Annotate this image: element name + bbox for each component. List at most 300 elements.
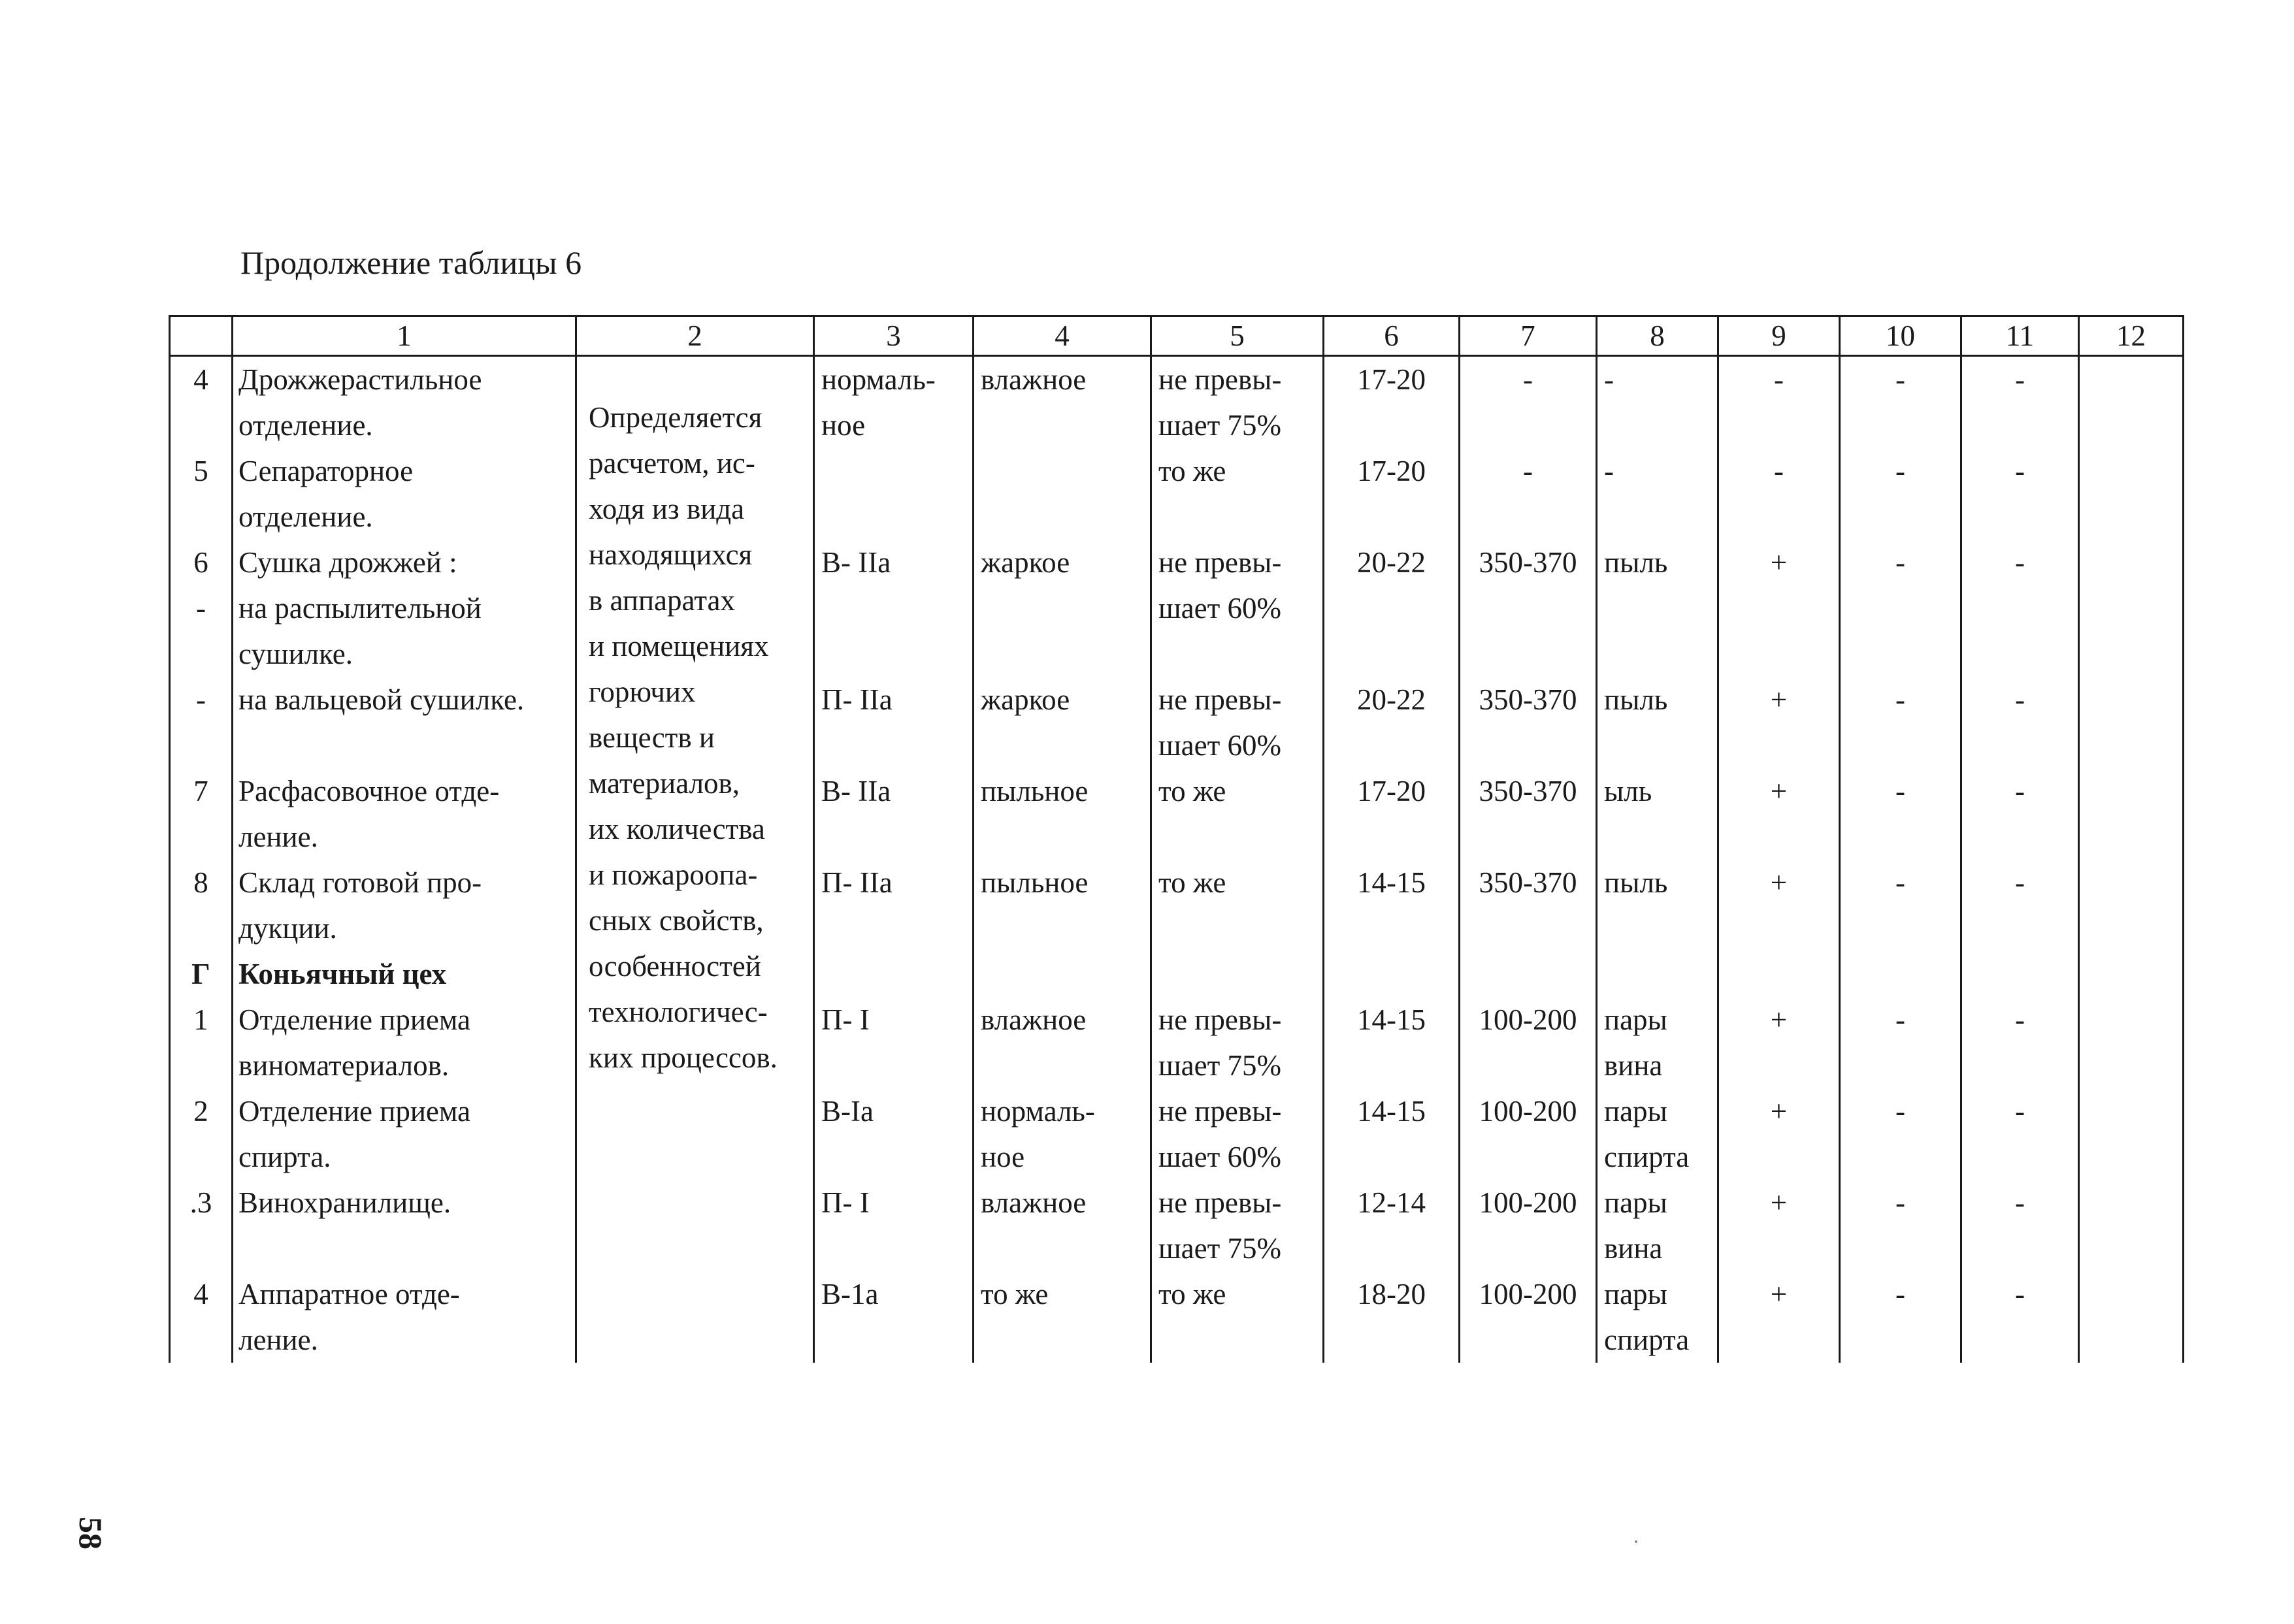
table-cell-c4 bbox=[974, 951, 1151, 997]
row-number-cell: 8 bbox=[170, 860, 233, 905]
premises-name-cell: ление. bbox=[233, 814, 576, 860]
table-cell-c3 bbox=[814, 905, 974, 951]
table-cell-c7: 350-370 bbox=[1460, 677, 1597, 723]
premises-name-cell: на распылительной bbox=[233, 585, 576, 631]
table-cell-c8 bbox=[1597, 402, 1718, 448]
table-row bbox=[170, 494, 2184, 540]
table-cell-c9: + bbox=[1718, 540, 1840, 585]
table-cell-c9 bbox=[1718, 814, 1840, 860]
table-cell-c7 bbox=[1460, 402, 1597, 448]
table-cell-c8: вина bbox=[1597, 1226, 1718, 1271]
table-caption: Продолжение таблицы 6 bbox=[240, 244, 582, 281]
table-cell-c9 bbox=[1718, 494, 1840, 540]
table-cell-c10 bbox=[1840, 814, 1961, 860]
table-cell-c7: 100-200 bbox=[1460, 997, 1597, 1043]
table-row bbox=[170, 356, 2184, 403]
table-cell-c6 bbox=[1324, 951, 1460, 997]
determination-method-line: расчетом, ис- bbox=[589, 447, 755, 479]
table-cell-c3 bbox=[814, 631, 974, 677]
table-cell-c5 bbox=[1151, 494, 1324, 540]
table-cell-c9: + bbox=[1718, 1271, 1840, 1317]
table-row bbox=[170, 540, 2184, 585]
table-cell-c12 bbox=[2079, 356, 2184, 403]
table-cell-c8: пары bbox=[1597, 997, 1718, 1043]
premises-name-cell: Сепараторное bbox=[233, 448, 576, 494]
table-cell-c10 bbox=[1840, 494, 1961, 540]
table-cell-c6: 17-20 bbox=[1324, 768, 1460, 814]
table-cell-c6 bbox=[1324, 494, 1460, 540]
table-cell-c10: - bbox=[1840, 860, 1961, 905]
table-cell-c4 bbox=[974, 723, 1151, 768]
table-cell-c8 bbox=[1597, 494, 1718, 540]
table-cell-c6: 20-22 bbox=[1324, 677, 1460, 723]
table-cell-c3 bbox=[814, 1317, 974, 1363]
table-cell-c6 bbox=[1324, 1226, 1460, 1271]
table-cell-c12 bbox=[2079, 402, 2184, 448]
table-cell-c3 bbox=[814, 448, 974, 494]
table-row bbox=[170, 677, 2184, 723]
header-cell: 8 bbox=[1597, 316, 1718, 356]
table-cell-c8 bbox=[1597, 631, 1718, 677]
table-cell-c3 bbox=[814, 1226, 974, 1271]
table-cell-c7: - bbox=[1460, 448, 1597, 494]
table-cell-c11 bbox=[1961, 1043, 2079, 1088]
table-cell-c9 bbox=[1718, 585, 1840, 631]
table-cell-c9 bbox=[1718, 1317, 1840, 1363]
table-row bbox=[170, 997, 2184, 1043]
premises-name-cell: виноматериалов. bbox=[233, 1043, 576, 1088]
table-cell-c8: спирта bbox=[1597, 1317, 1718, 1363]
row-number-cell bbox=[170, 1043, 233, 1088]
row-number-cell bbox=[170, 723, 233, 768]
table-cell-c8: спирта bbox=[1597, 1134, 1718, 1180]
table-cell-c12 bbox=[2079, 997, 2184, 1043]
table-cell-c4 bbox=[974, 402, 1151, 448]
table-cell-c3 bbox=[814, 585, 974, 631]
table-cell-c3: П- I bbox=[814, 1180, 974, 1226]
table-cell-c11: - bbox=[1961, 860, 2079, 905]
table-cell-c5: шает 60% bbox=[1151, 1134, 1324, 1180]
row-number-cell: 2 bbox=[170, 1088, 233, 1134]
table-cell-c10 bbox=[1840, 585, 1961, 631]
table-cell-c5: не превы- bbox=[1151, 356, 1324, 403]
table-row bbox=[170, 1271, 2184, 1317]
row-number-cell: 5 bbox=[170, 448, 233, 494]
table-cell-c7: 100-200 bbox=[1460, 1271, 1597, 1317]
table-cell-c3 bbox=[814, 1134, 974, 1180]
table-cell-c5: то же bbox=[1151, 768, 1324, 814]
determination-method-line: находящихся bbox=[589, 538, 753, 571]
table-cell-c12 bbox=[2079, 677, 2184, 723]
determination-method-line: технологичес- bbox=[589, 996, 768, 1028]
table-cell-c7 bbox=[1460, 585, 1597, 631]
table-cell-c8 bbox=[1597, 814, 1718, 860]
table-cell-c10: - bbox=[1840, 356, 1961, 403]
determination-method-line: Определяется bbox=[589, 401, 762, 434]
table-cell-c6 bbox=[1324, 631, 1460, 677]
table-cell-c6: 14-15 bbox=[1324, 997, 1460, 1043]
table-cell-c12 bbox=[2079, 448, 2184, 494]
table-cell-c11: - bbox=[1961, 1180, 2079, 1226]
table-cell-c8 bbox=[1597, 905, 1718, 951]
table-cell-c11: - bbox=[1961, 356, 2079, 403]
table-row bbox=[170, 905, 2184, 951]
table-cell-c9 bbox=[1718, 1134, 1840, 1180]
row-number-cell: 4 bbox=[170, 356, 233, 403]
table-cell-c7 bbox=[1460, 951, 1597, 997]
table-cell-c5: не превы- bbox=[1151, 1180, 1324, 1226]
table-cell-c4 bbox=[974, 1043, 1151, 1088]
table-cell-c12 bbox=[2079, 1134, 2184, 1180]
header-cell: 12 bbox=[2079, 316, 2184, 356]
table-cell-c3: П- IIa bbox=[814, 677, 974, 723]
table-cell-c4: влажное bbox=[974, 997, 1151, 1043]
premises-name-cell: Отделение приема bbox=[233, 997, 576, 1043]
row-number-cell bbox=[170, 1226, 233, 1271]
table-cell-c9 bbox=[1718, 951, 1840, 997]
table-cell-c8: пары bbox=[1597, 1180, 1718, 1226]
table-cell-c6: 18-20 bbox=[1324, 1271, 1460, 1317]
table-cell-c6 bbox=[1324, 1043, 1460, 1088]
table-cell-c10 bbox=[1840, 723, 1961, 768]
premises-name-cell: Дрожжерастильное bbox=[233, 356, 576, 403]
premises-name-cell: Аппаратное отде- bbox=[233, 1271, 576, 1317]
table-cell-c12 bbox=[2079, 1043, 2184, 1088]
premises-name-cell: Склад готовой про- bbox=[233, 860, 576, 905]
table-cell-c11 bbox=[1961, 494, 2079, 540]
header-cell: 11 bbox=[1961, 316, 2079, 356]
table-cell-c3: ное bbox=[814, 402, 974, 448]
table-cell-c12 bbox=[2079, 1088, 2184, 1134]
header-cell: 6 bbox=[1324, 316, 1460, 356]
table-cell-c11 bbox=[1961, 1134, 2079, 1180]
table-cell-c8: пары bbox=[1597, 1088, 1718, 1134]
header-cell: 9 bbox=[1718, 316, 1840, 356]
table-cell-c11 bbox=[1961, 905, 2079, 951]
table-cell-c6 bbox=[1324, 814, 1460, 860]
table-cell-c9: + bbox=[1718, 860, 1840, 905]
table-cell-c4: влажное bbox=[974, 356, 1151, 403]
premises-name-cell: Винохранилище. bbox=[233, 1180, 576, 1226]
row-number-cell bbox=[170, 905, 233, 951]
table-cell-c11 bbox=[1961, 1226, 2079, 1271]
table-cell-c8: пыль bbox=[1597, 860, 1718, 905]
table-cell-c12 bbox=[2079, 951, 2184, 997]
determination-method-line: особенностей bbox=[589, 950, 761, 983]
table-cell-c12 bbox=[2079, 1226, 2184, 1271]
table-cell-c9: - bbox=[1718, 356, 1840, 403]
table-cell-c12 bbox=[2079, 768, 2184, 814]
table-cell-c5 bbox=[1151, 905, 1324, 951]
table-cell-c9 bbox=[1718, 723, 1840, 768]
table-cell-c7 bbox=[1460, 905, 1597, 951]
table-cell-c6: 17-20 bbox=[1324, 356, 1460, 403]
table-row bbox=[170, 448, 2184, 494]
determination-method-line: горючих bbox=[589, 675, 696, 708]
table-row bbox=[170, 1134, 2184, 1180]
row-number-cell bbox=[170, 814, 233, 860]
table-cell-c3: нормаль- bbox=[814, 356, 974, 403]
premises-name-cell: отделение. bbox=[233, 494, 576, 540]
table-cell-c5 bbox=[1151, 631, 1324, 677]
table-cell-c11: - bbox=[1961, 677, 2079, 723]
table-cell-c6 bbox=[1324, 585, 1460, 631]
table-cell-c10: - bbox=[1840, 768, 1961, 814]
determination-method-line: ходя из вида bbox=[589, 493, 745, 525]
table-row bbox=[170, 585, 2184, 631]
table-cell-c5: не превы- bbox=[1151, 677, 1324, 723]
table-cell-c10: - bbox=[1840, 1180, 1961, 1226]
table-cell-c5: шает 75% bbox=[1151, 1226, 1324, 1271]
table-cell-c11 bbox=[1961, 814, 2079, 860]
determination-method-line: сных свойств, bbox=[589, 904, 764, 937]
table-cell-c7 bbox=[1460, 1317, 1597, 1363]
table-cell-c9 bbox=[1718, 905, 1840, 951]
table-cell-c5 bbox=[1151, 951, 1324, 997]
table-cell-c4: пыльное bbox=[974, 768, 1151, 814]
table-cell-c10 bbox=[1840, 1134, 1961, 1180]
table-cell-c7: 350-370 bbox=[1460, 540, 1597, 585]
row-number-cell: 1 bbox=[170, 997, 233, 1043]
premises-name-cell: спирта. bbox=[233, 1134, 576, 1180]
table-cell-c3 bbox=[814, 951, 974, 997]
header-cell: 1 bbox=[233, 316, 576, 356]
table-cell-c11: - bbox=[1961, 540, 2079, 585]
table-cell-c7 bbox=[1460, 1134, 1597, 1180]
table-cell-c3: В- IIa bbox=[814, 768, 974, 814]
table-cell-c3: В-Ia bbox=[814, 1088, 974, 1134]
table-cell-c8: - bbox=[1597, 356, 1718, 403]
table-cell-c11: - bbox=[1961, 997, 2079, 1043]
table-row bbox=[170, 951, 2184, 997]
determination-method-line: их количества bbox=[589, 813, 765, 845]
header-cell: 4 bbox=[974, 316, 1151, 356]
premises-name-cell: сушилке. bbox=[233, 631, 576, 677]
table-cell-c6 bbox=[1324, 1134, 1460, 1180]
table-cell-c11 bbox=[1961, 951, 2079, 997]
table-cell-c12 bbox=[2079, 723, 2184, 768]
table-cell-c7 bbox=[1460, 631, 1597, 677]
table-cell-c4: жаркое bbox=[974, 677, 1151, 723]
table-cell-c4: пыльное bbox=[974, 860, 1151, 905]
table-cell-c10: - bbox=[1840, 997, 1961, 1043]
table-row bbox=[170, 1317, 2184, 1363]
table-cell-c9 bbox=[1718, 631, 1840, 677]
table-row bbox=[170, 723, 2184, 768]
table-cell-c10: - bbox=[1840, 1271, 1961, 1317]
table-cell-c11 bbox=[1961, 631, 2079, 677]
row-number-cell: 4 bbox=[170, 1271, 233, 1317]
table-cell-c10 bbox=[1840, 402, 1961, 448]
table-cell-c10: - bbox=[1840, 540, 1961, 585]
table-cell-c4 bbox=[974, 494, 1151, 540]
row-number-cell: 7 bbox=[170, 768, 233, 814]
table-cell-c9: + bbox=[1718, 768, 1840, 814]
table-cell-c4 bbox=[974, 814, 1151, 860]
table-cell-c8: пыль bbox=[1597, 540, 1718, 585]
table-cell-c9: + bbox=[1718, 1180, 1840, 1226]
table-cell-c12 bbox=[2079, 814, 2184, 860]
table-cell-c10 bbox=[1840, 1043, 1961, 1088]
row-number-cell bbox=[170, 494, 233, 540]
table-cell-c9: + bbox=[1718, 677, 1840, 723]
determination-method-line: веществ и bbox=[589, 721, 715, 754]
table-row bbox=[170, 1043, 2184, 1088]
table-cell-c11: - bbox=[1961, 1088, 2079, 1134]
table-cell-c4 bbox=[974, 1226, 1151, 1271]
table-cell-c8 bbox=[1597, 951, 1718, 997]
table-cell-c6: 14-15 bbox=[1324, 1088, 1460, 1134]
table-cell-c9: + bbox=[1718, 1088, 1840, 1134]
row-number-cell bbox=[170, 631, 233, 677]
table-cell-c5: то же bbox=[1151, 860, 1324, 905]
table-cell-c4: ное bbox=[974, 1134, 1151, 1180]
table-cell-c9 bbox=[1718, 1043, 1840, 1088]
table-cell-c5 bbox=[1151, 1317, 1324, 1363]
premises-name-cell bbox=[233, 723, 576, 768]
table-cell-c9 bbox=[1718, 1226, 1840, 1271]
row-number-cell bbox=[170, 402, 233, 448]
header-cell: 5 bbox=[1151, 316, 1324, 356]
data-table bbox=[169, 315, 2184, 1363]
table-cell-c5: то же bbox=[1151, 1271, 1324, 1317]
row-number-cell bbox=[170, 1317, 233, 1363]
premises-name-cell: ление. bbox=[233, 1317, 576, 1363]
row-number-cell: Г bbox=[170, 951, 233, 997]
table-cell-c6: 20-22 bbox=[1324, 540, 1460, 585]
table-body bbox=[170, 356, 2184, 1363]
table-cell-c11 bbox=[1961, 585, 2079, 631]
row-number-cell: - bbox=[170, 677, 233, 723]
determination-method-line: и пожароопа- bbox=[589, 858, 758, 891]
table-cell-c6 bbox=[1324, 905, 1460, 951]
table-row bbox=[170, 631, 2184, 677]
table-cell-c3 bbox=[814, 494, 974, 540]
table-cell-c10 bbox=[1840, 951, 1961, 997]
page-number: 58 bbox=[73, 1517, 109, 1550]
table-cell-c5: не превы- bbox=[1151, 1088, 1324, 1134]
table-cell-c12 bbox=[2079, 1271, 2184, 1317]
row-number-cell: 6 bbox=[170, 540, 233, 585]
table-cell-c8: - bbox=[1597, 448, 1718, 494]
table-cell-c8: вина bbox=[1597, 1043, 1718, 1088]
table-cell-c7: 350-370 bbox=[1460, 860, 1597, 905]
table-cell-c4: то же bbox=[974, 1271, 1151, 1317]
premises-name-cell: Отделение приема bbox=[233, 1088, 576, 1134]
premises-name-cell: Расфасовочное отде- bbox=[233, 768, 576, 814]
table-cell-c4 bbox=[974, 1317, 1151, 1363]
table-cell-c11: - bbox=[1961, 768, 2079, 814]
table-cell-c12 bbox=[2079, 860, 2184, 905]
table-cell-c12 bbox=[2079, 1317, 2184, 1363]
table-cell-c7: 350-370 bbox=[1460, 768, 1597, 814]
table-cell-c5: шает 75% bbox=[1151, 1043, 1324, 1088]
determination-method-line: в аппаратах bbox=[589, 584, 736, 617]
header-cell: 7 bbox=[1460, 316, 1597, 356]
premises-name-cell: отделение. bbox=[233, 402, 576, 448]
table-cell-c8: пыль bbox=[1597, 677, 1718, 723]
table-cell-c10 bbox=[1840, 1226, 1961, 1271]
premises-name-cell: на вальцевой сушилке. bbox=[233, 677, 576, 723]
table-cell-c6 bbox=[1324, 1317, 1460, 1363]
table-cell-c11: - bbox=[1961, 448, 2079, 494]
determination-method-line: материалов, bbox=[589, 767, 740, 800]
table-row bbox=[170, 1088, 2184, 1134]
table-cell-c12 bbox=[2079, 494, 2184, 540]
table-cell-c7 bbox=[1460, 723, 1597, 768]
table-cell-c5 bbox=[1151, 814, 1324, 860]
table-cell-c7: 100-200 bbox=[1460, 1180, 1597, 1226]
table-cell-c10: - bbox=[1840, 677, 1961, 723]
table-cell-c9 bbox=[1718, 402, 1840, 448]
header-cell: 3 bbox=[814, 316, 974, 356]
table-row bbox=[170, 1180, 2184, 1226]
table-cell-c5: шает 60% bbox=[1151, 723, 1324, 768]
table-cell-c8 bbox=[1597, 585, 1718, 631]
premises-name-cell: дукции. bbox=[233, 905, 576, 951]
row-number-cell bbox=[170, 1134, 233, 1180]
table-cell-c5: не превы- bbox=[1151, 540, 1324, 585]
table-cell-c12 bbox=[2079, 585, 2184, 631]
table-cell-c6: 14-15 bbox=[1324, 860, 1460, 905]
table-cell-c3 bbox=[814, 723, 974, 768]
table-cell-c10 bbox=[1840, 631, 1961, 677]
table-cell-c9: + bbox=[1718, 997, 1840, 1043]
table-row bbox=[170, 1226, 2184, 1271]
row-number-cell: - bbox=[170, 585, 233, 631]
table-cell-c5: то же bbox=[1151, 448, 1324, 494]
table-cell-c10 bbox=[1840, 905, 1961, 951]
table-cell-c6 bbox=[1324, 402, 1460, 448]
table-cell-c7: - bbox=[1460, 356, 1597, 403]
table-row bbox=[170, 768, 2184, 814]
premises-name-cell: Сушка дрожжей : bbox=[233, 540, 576, 585]
table-cell-c9: - bbox=[1718, 448, 1840, 494]
table-row bbox=[170, 860, 2184, 905]
table-cell-c3: П- I bbox=[814, 997, 974, 1043]
header-cell: 10 bbox=[1840, 316, 1961, 356]
table-cell-c3: В- IIa bbox=[814, 540, 974, 585]
table-cell-c3: П- IIa bbox=[814, 860, 974, 905]
table-cell-c4: нормаль- bbox=[974, 1088, 1151, 1134]
determination-method-line: и помещениях bbox=[589, 630, 769, 662]
table-cell-c4: жаркое bbox=[974, 540, 1151, 585]
table-cell-c6 bbox=[1324, 723, 1460, 768]
table-cell-c5: не превы- bbox=[1151, 997, 1324, 1043]
row-number-cell: .3 bbox=[170, 1180, 233, 1226]
table-cell-c4 bbox=[974, 585, 1151, 631]
table-cell-c12 bbox=[2079, 540, 2184, 585]
table-cell-c12 bbox=[2079, 631, 2184, 677]
header-cell bbox=[170, 316, 233, 356]
header-cell: 2 bbox=[576, 316, 814, 356]
table-cell-c12 bbox=[2079, 905, 2184, 951]
table-cell-c5: шает 60% bbox=[1151, 585, 1324, 631]
table-cell-c3: В-1а bbox=[814, 1271, 974, 1317]
header-row bbox=[170, 316, 2184, 356]
determination-method-line: ких процессов. bbox=[589, 1041, 778, 1074]
table-cell-c6: 12-14 bbox=[1324, 1180, 1460, 1226]
table-row bbox=[170, 402, 2184, 448]
table-cell-c11 bbox=[1961, 1317, 2079, 1363]
table-cell-c8: ыль bbox=[1597, 768, 1718, 814]
table-cell-c4 bbox=[974, 905, 1151, 951]
table-cell-c10: - bbox=[1840, 1088, 1961, 1134]
table-cell-c11 bbox=[1961, 723, 2079, 768]
table-cell-c4 bbox=[974, 631, 1151, 677]
table-cell-c4 bbox=[974, 448, 1151, 494]
table-cell-c6: 17-20 bbox=[1324, 448, 1460, 494]
